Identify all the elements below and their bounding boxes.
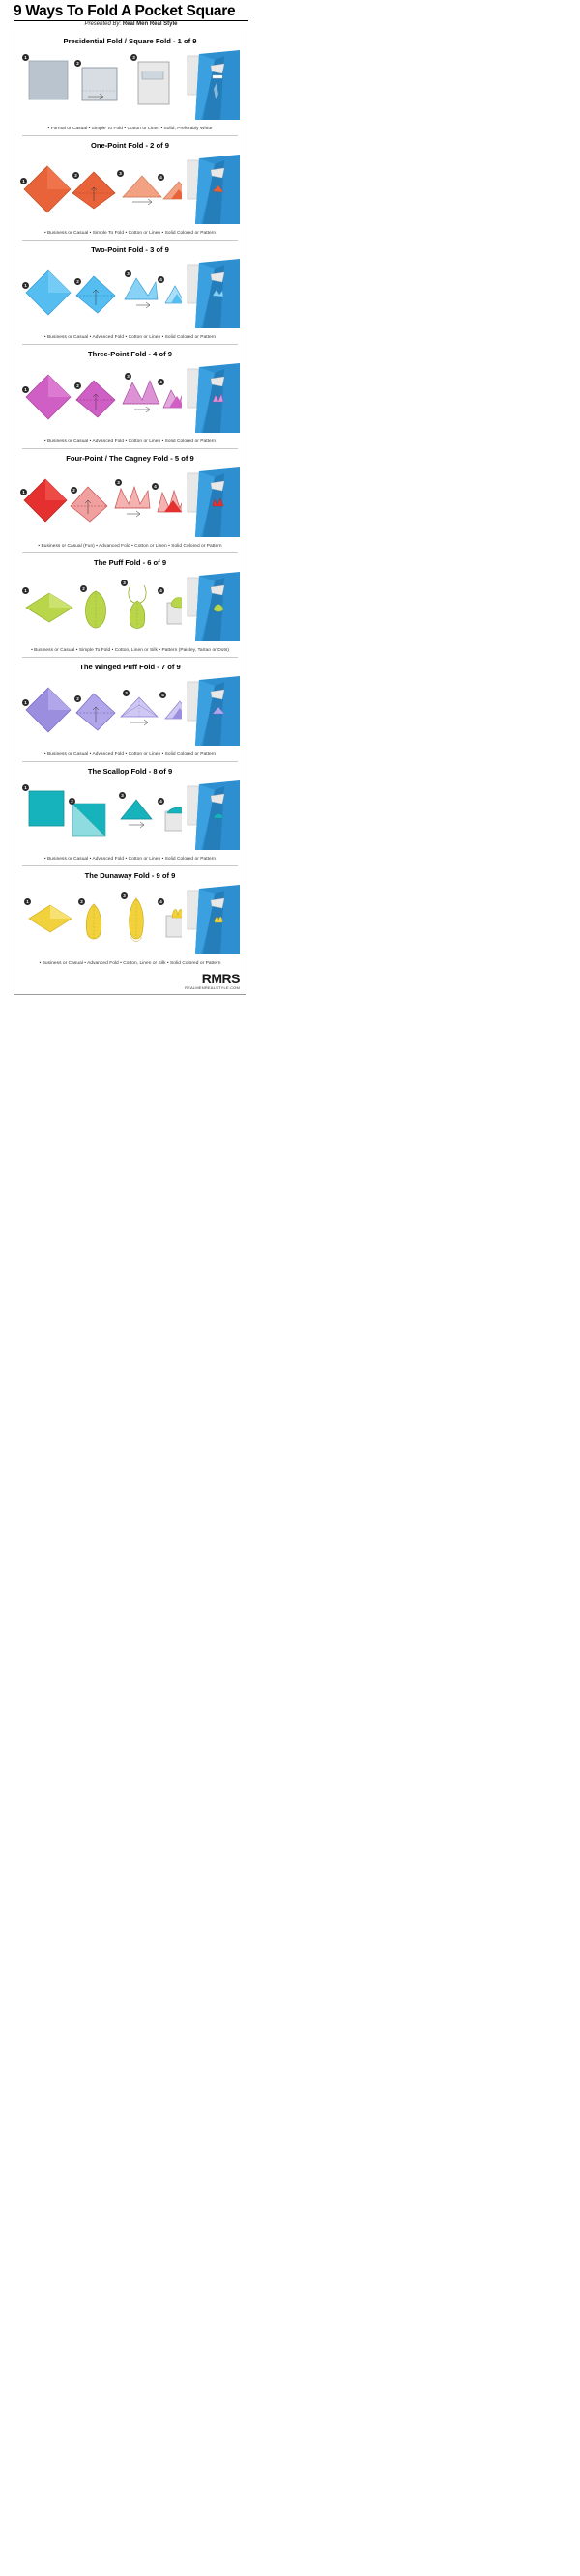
section-caption: • Business or Casual • Advanced Fold • Cotton or Linen • Solid Colored or Pattern (44, 857, 217, 863)
step-1-figure (26, 902, 74, 935)
suit-illustration (182, 572, 240, 641)
step-3 (132, 56, 175, 110)
step-1-figure (24, 686, 72, 734)
step-number: 3 (115, 479, 122, 486)
step-illustrations (18, 467, 242, 539)
step-number: 2 (72, 172, 79, 179)
step-1-figure (24, 373, 72, 421)
step-3 (117, 894, 156, 947)
step-1 (26, 899, 74, 935)
step-1 (24, 373, 72, 421)
section-presidential-fold (14, 31, 246, 135)
step-1 (22, 164, 72, 214)
step-number: 3 (125, 373, 131, 380)
step-number: 3 (125, 270, 131, 277)
step-number: 4 (152, 483, 159, 490)
step-illustrations (18, 676, 242, 748)
step-2 (72, 377, 119, 421)
suit-illustration (182, 885, 240, 954)
step-number: 4 (158, 276, 164, 283)
section-title: The Dunaway Fold - 9 of 9 (84, 871, 176, 881)
section-caption: • Business or Casual • Advanced Fold • Cotton, Linen or Silk • Solid Colored or Pattern (39, 961, 221, 967)
step-3 (115, 792, 158, 835)
page-title: 9 Ways To Fold A Pocket Square (14, 3, 236, 19)
step-number: 2 (74, 382, 81, 389)
infographic-root (0, 0, 248, 995)
section-title: Three-Point Fold - 4 of 9 (88, 350, 172, 359)
section-caption: • Business or Casual • Advanced Fold • Cotton or Linen • Solid Colored or Pattern (44, 752, 217, 758)
step-2 (67, 483, 111, 525)
step-illustrations (18, 885, 242, 956)
step-1-figure (24, 591, 74, 624)
step-number: 4 (158, 587, 164, 594)
step-2 (71, 168, 117, 212)
step-2 (74, 898, 113, 947)
step-number: 2 (78, 898, 85, 905)
suit-illustration (182, 50, 240, 120)
section-four-point-cagney-fold (14, 448, 246, 552)
step-number: 3 (121, 580, 128, 586)
section-caption: • Business or Casual • Advanced Fold • Cotton or Linen • Solid Colored or Pattern (44, 439, 217, 445)
section-caption: • Business or Casual • Simple To Fold • Cotton, Linen or Silk • Pattern (Paisley, Tartan or Dots) (31, 648, 229, 654)
step-3-figure (132, 56, 175, 110)
step-illustrations (18, 259, 242, 330)
section-puff-fold (14, 552, 246, 657)
section-title: Two-Point Fold - 3 of 9 (91, 245, 169, 255)
section-title: Presidential Fold / Square Fold - 1 of 9 (63, 37, 197, 46)
step-number: 1 (22, 54, 29, 61)
rmrs-logo-subtitle: REALMENREALSTYLE.COM (185, 985, 240, 991)
step-1-figure (22, 477, 69, 524)
step-number: 4 (160, 692, 166, 698)
step-1-figure (26, 788, 67, 829)
step-number: 2 (69, 798, 75, 805)
step-2-figure (74, 898, 113, 947)
step-1 (24, 55, 71, 104)
section-title: The Scallop Fold - 8 of 9 (87, 767, 173, 777)
section-caption: • Business or Casual • Advanced Fold • Cotton or Linen • Solid Colored or Pattern (44, 335, 217, 341)
suit-illustration (182, 780, 240, 850)
section-two-point-fold (14, 240, 246, 344)
step-2 (78, 62, 121, 104)
step-3-figure (117, 692, 161, 728)
step-illustrations (18, 363, 242, 435)
section-scallop-fold (14, 761, 246, 865)
suit-illustration (182, 155, 240, 224)
suit-illustration (182, 676, 240, 746)
section-caption: • Formal or Casual • Simple To Fold • Cotton or Linen • Solid, Preferably White (47, 127, 213, 132)
step-illustrations (18, 50, 242, 122)
step-number: 1 (22, 282, 29, 289)
step-number: 1 (22, 587, 29, 594)
presented-by-prefix: Presented By: (84, 21, 122, 28)
step-illustrations (18, 780, 242, 852)
step-number: 3 (117, 170, 124, 177)
step-1 (24, 269, 72, 317)
step-3-figure (119, 272, 161, 311)
step-number: 2 (80, 585, 87, 592)
step-3 (119, 272, 161, 311)
step-number: 3 (119, 792, 126, 799)
step-number: 4 (158, 798, 164, 805)
section-caption: • Business or Casual (Fun) • Advanced Fold • Cotton or Linen • Solid Colored or Pattern (38, 544, 222, 550)
section-three-point-fold (14, 344, 246, 448)
step-3 (117, 692, 161, 728)
infographic-header (14, 0, 248, 31)
suit-illustration (182, 467, 240, 537)
step-number: 3 (123, 690, 130, 696)
step-3 (117, 581, 158, 634)
step-number: 1 (20, 178, 27, 184)
step-3-figure (117, 581, 158, 634)
step-2-figure (78, 62, 121, 104)
step-number: 2 (74, 60, 81, 67)
brand-footer (14, 970, 246, 994)
step-1-figure (24, 269, 72, 317)
suit-illustration (182, 259, 240, 328)
step-1-figure (26, 58, 71, 104)
step-illustrations (18, 572, 242, 643)
step-1 (24, 686, 72, 734)
step-1 (22, 477, 69, 524)
step-number: 2 (71, 487, 77, 494)
step-number: 4 (158, 379, 164, 385)
step-number: 1 (22, 784, 29, 791)
step-1-figure (22, 164, 72, 214)
step-illustrations (18, 155, 242, 226)
step-number: 2 (74, 278, 81, 285)
section-winged-puff-fold (14, 657, 246, 761)
section-caption: • Business or Casual • Simple To Fold • Cotton or Linen • Solid Colored or Pattern (44, 231, 217, 237)
step-number: 4 (158, 898, 164, 905)
step-number: 3 (130, 54, 137, 61)
step-1 (24, 588, 74, 624)
step-3 (111, 481, 154, 520)
section-dunaway-fold (14, 865, 246, 970)
step-1 (24, 785, 67, 829)
step-2 (72, 272, 119, 317)
section-title: Four-Point / The Cagney Fold - 5 of 9 (66, 454, 194, 464)
step-number: 2 (74, 695, 81, 702)
step-number: 4 (158, 174, 164, 181)
step-2 (76, 585, 115, 632)
step-2 (72, 690, 119, 734)
section-title: The Puff Fold - 6 of 9 (93, 558, 167, 568)
step-2 (69, 800, 111, 842)
step-number: 3 (121, 892, 128, 899)
infographic-frame (14, 31, 246, 995)
presented-by-name: Real Men Real Style (122, 21, 178, 28)
step-2-figure (69, 800, 111, 842)
section-one-point-fold (14, 135, 246, 240)
suit-illustration (182, 363, 240, 433)
section-title: The Winged Puff Fold - 7 of 9 (79, 663, 181, 672)
section-title: One-Point Fold - 2 of 9 (91, 141, 169, 151)
step-3-figure (111, 481, 154, 520)
step-number: 1 (20, 489, 27, 495)
step-number: 1 (24, 898, 31, 905)
step-2-figure (76, 585, 115, 632)
step-number: 1 (22, 699, 29, 706)
rmrs-logo: RMRS (201, 971, 240, 987)
presented-by-line (14, 21, 248, 29)
step-3-figure (117, 894, 156, 947)
step-number: 1 (22, 386, 29, 393)
